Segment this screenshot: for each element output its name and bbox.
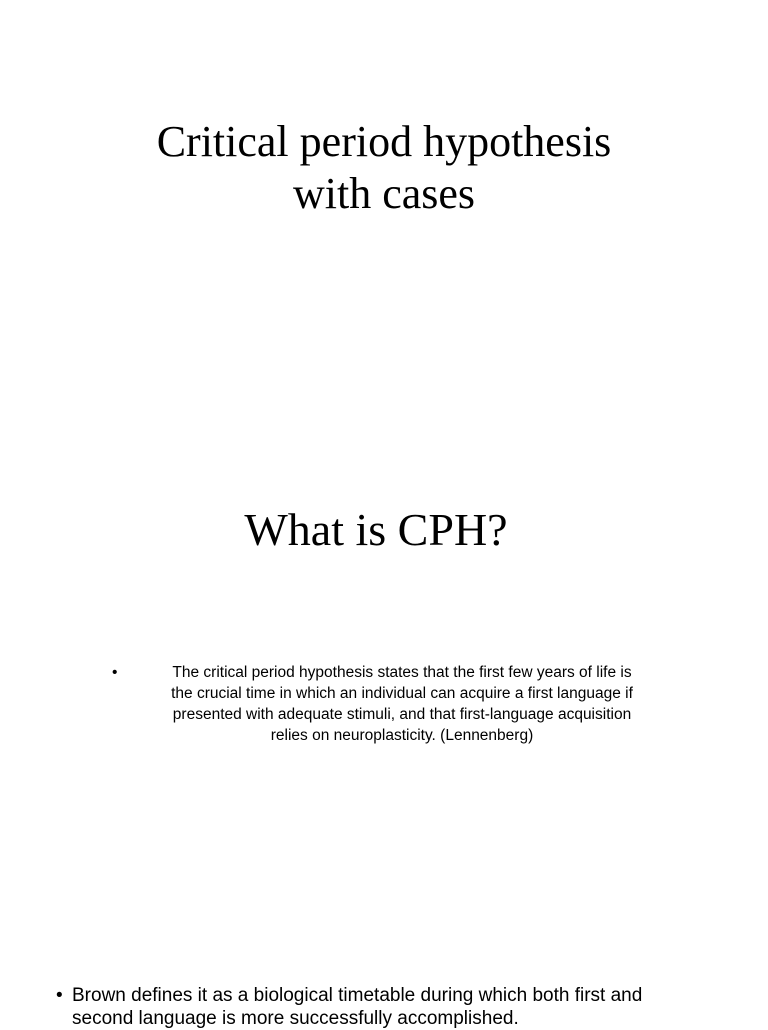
brown-definition-bullet (56, 984, 756, 1030)
definition-line-1: The critical period hypothesis states that the first few years of life is (172, 664, 632, 681)
slide-title-line-2: with cases (292, 169, 476, 218)
section-heading: What is CPH? (244, 504, 508, 555)
bullet-icon: • (112, 664, 118, 681)
brown-definition-text (72, 984, 756, 1030)
slide-title-line-1: Critical period hypothesis (156, 117, 612, 166)
definition-line-4: relies on neuroplasticity. (Lennenberg) (270, 727, 534, 744)
definition-line-3: presented with adequate stimuli, and that first-language acquisition (172, 706, 632, 723)
slide-title (0, 116, 768, 220)
definition-text (132, 662, 672, 746)
definition-line-2: the crucial time in which an individual can acquire a first language if (171, 685, 633, 702)
bullet-icon: • (56, 985, 63, 1006)
definition-bullet (112, 662, 672, 746)
brown-definition-line-2: second language is more successfully accomplished. (72, 1008, 519, 1029)
brown-definition-line-1: Brown defines it as a biological timetable during which both first and (72, 985, 643, 1006)
